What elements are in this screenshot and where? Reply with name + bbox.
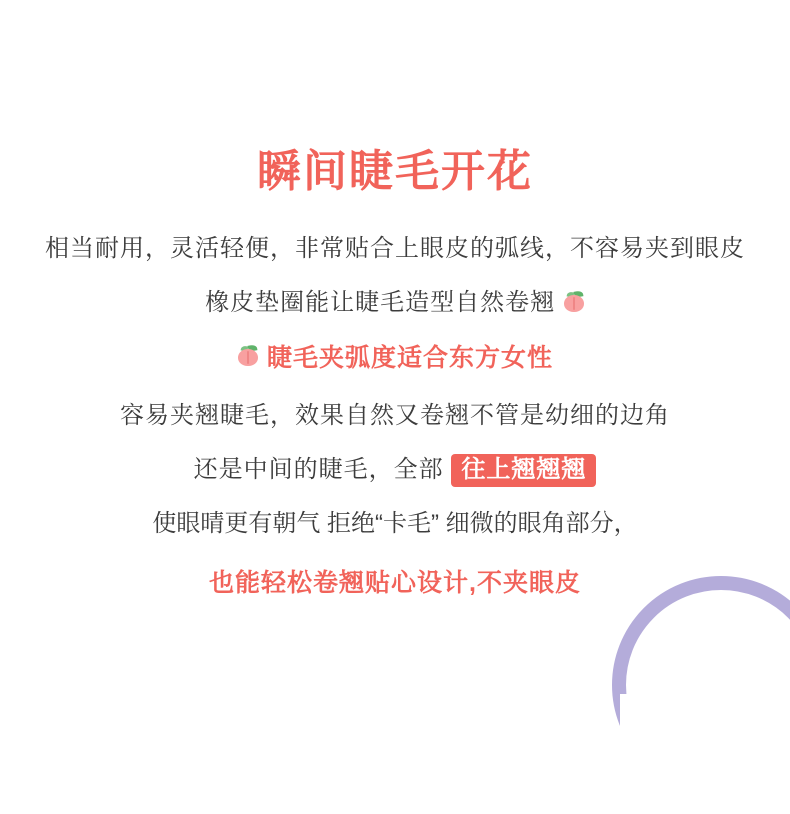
body-line-5: 使眼晴更有朝气 拒绝“卡毛” 细微的眼角部分， [152,510,638,538]
body-line-4 [0,454,790,486]
peach-icon [237,345,259,367]
highlight-badge: 往上翘翘翘 [451,454,596,487]
body-line-3: 容易夹翘睫毛，效果自然又卷翘不管是幼细的边角 [120,401,670,429]
body-line-2 [0,287,790,319]
body-line-1: 相当耐用，灵活轻便，非常贴合上眼皮的弧线，不容易夹到眼皮 [45,234,745,262]
body-line-2-text: 橡皮垫圈能让睫毛造型自然卷翘 [205,289,556,317]
arc-mask [620,694,790,814]
section-subheading [0,338,790,374]
body-line-6-accent: 也能轻松卷翘贴心设计,不夹眼皮 [209,568,581,597]
section-subheading-label: 睫毛夹弧度适合东方女性 [266,343,553,372]
page-title: 瞬间睫毛开花 [257,147,533,196]
peach-icon [563,291,585,313]
body-line-4-prefix: 还是中间的睫毛，全部 [193,455,444,483]
